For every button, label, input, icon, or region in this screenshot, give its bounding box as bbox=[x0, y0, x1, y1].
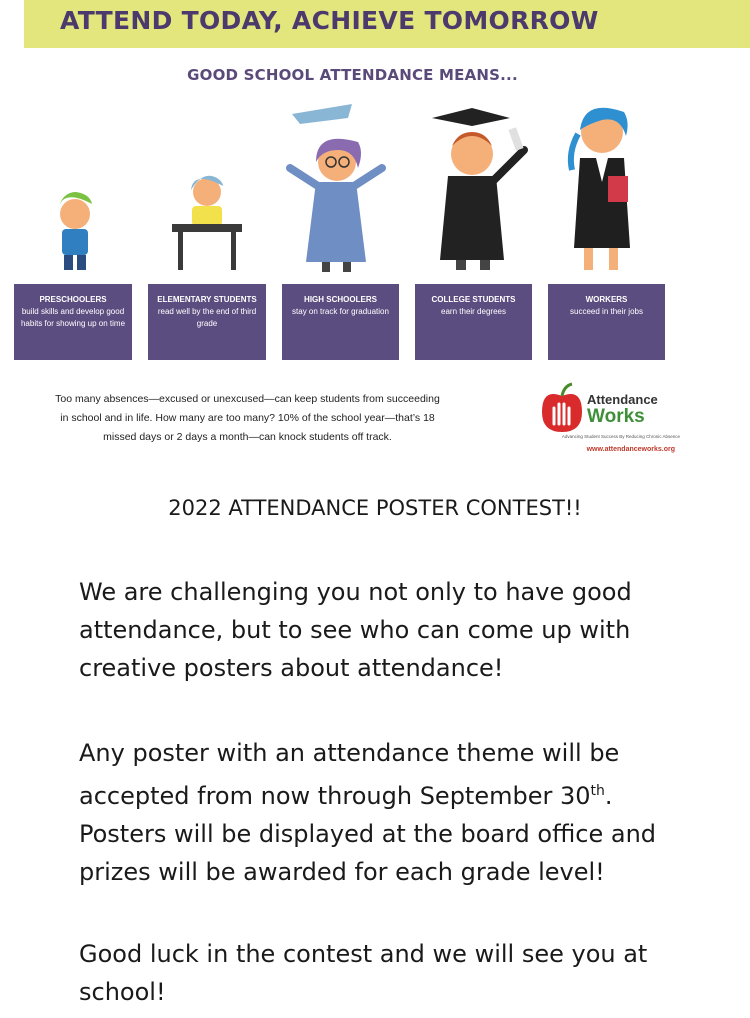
contest-paragraph-1 bbox=[79, 573, 749, 687]
paragraph-line: creative posters about attendance! bbox=[79, 654, 504, 682]
stage-box-high-schoolers bbox=[282, 284, 399, 360]
banner-title: ATTEND TODAY, ACHIEVE TOMORROW bbox=[60, 6, 599, 35]
contest-title: 2022 ATTENDANCE POSTER CONTEST!! bbox=[168, 496, 582, 520]
stage-desc: earn their degrees bbox=[441, 307, 506, 316]
logo-line1: Attendance bbox=[587, 392, 658, 407]
paragraph-line: Posters will be displayed at the board office and bbox=[79, 820, 657, 848]
paragraph-line: prizes will be awarded for each grade level! bbox=[79, 858, 605, 886]
paragraph-line bbox=[79, 772, 749, 815]
stage-name: COLLEGE STUDENTS bbox=[431, 295, 516, 304]
college-figure bbox=[432, 108, 524, 270]
contest-paragraph-2 bbox=[79, 734, 749, 891]
stage-desc: stay on track for graduation bbox=[292, 307, 389, 316]
date-text: accepted from now through September 30 bbox=[79, 782, 591, 810]
warning-line: Too many absences—excused or unexcused—can keep students from succeeding bbox=[55, 393, 440, 405]
title-banner bbox=[24, 0, 750, 48]
subtitle: GOOD SCHOOL ATTENDANCE MEANS... bbox=[187, 66, 518, 84]
stage-box-workers bbox=[548, 284, 665, 360]
date-period: . bbox=[604, 782, 613, 810]
paragraph-line: Any poster with an attendance theme will be bbox=[79, 739, 620, 767]
stage-desc: build skills and develop good habits for showing up on time bbox=[20, 307, 126, 328]
stage-name: WORKERS bbox=[585, 295, 628, 304]
high-schooler-figure bbox=[290, 104, 382, 272]
stage-desc: succeed in their jobs bbox=[570, 307, 643, 316]
date-suffix: th bbox=[590, 783, 605, 799]
paragraph-line: attendance, but to see who can come up with bbox=[79, 616, 631, 644]
stage-box-preschoolers bbox=[14, 284, 132, 360]
logo-url: www.attendanceworks.org bbox=[586, 446, 675, 453]
logo-line2: Works bbox=[587, 406, 645, 427]
figures-illustration bbox=[0, 92, 750, 282]
worker-figure bbox=[571, 108, 630, 270]
elementary-figure bbox=[172, 176, 242, 270]
stage-box-elementary bbox=[148, 284, 266, 360]
contest-paragraph-3 bbox=[79, 935, 749, 1011]
stage-box-college bbox=[415, 284, 532, 360]
paragraph-line: We are challenging you not only to have good bbox=[79, 578, 632, 606]
stage-name: ELEMENTARY STUDENTS bbox=[157, 295, 257, 304]
paragraph-line: school! bbox=[79, 978, 166, 1006]
paragraph-line: Good luck in the contest and we will see you at bbox=[79, 940, 648, 968]
preschooler-figure bbox=[58, 192, 92, 270]
warning-line: missed days or 2 days a month—can knock students off track. bbox=[103, 431, 392, 443]
warning-line: in school and in life. How many are too many? 10% of the school year—that’s 18 bbox=[60, 412, 435, 424]
stage-name: PRESCHOOLERS bbox=[39, 295, 107, 304]
apple-hand-icon bbox=[539, 382, 585, 434]
stage-desc: read well by the end of third grade bbox=[157, 307, 257, 328]
absence-warning bbox=[10, 390, 485, 447]
attendance-works-logo bbox=[535, 378, 685, 464]
stage-name: HIGH SCHOOLERS bbox=[304, 295, 377, 304]
logo-tagline: Advancing Student Success By Reducing Chronic Absence bbox=[561, 434, 680, 439]
